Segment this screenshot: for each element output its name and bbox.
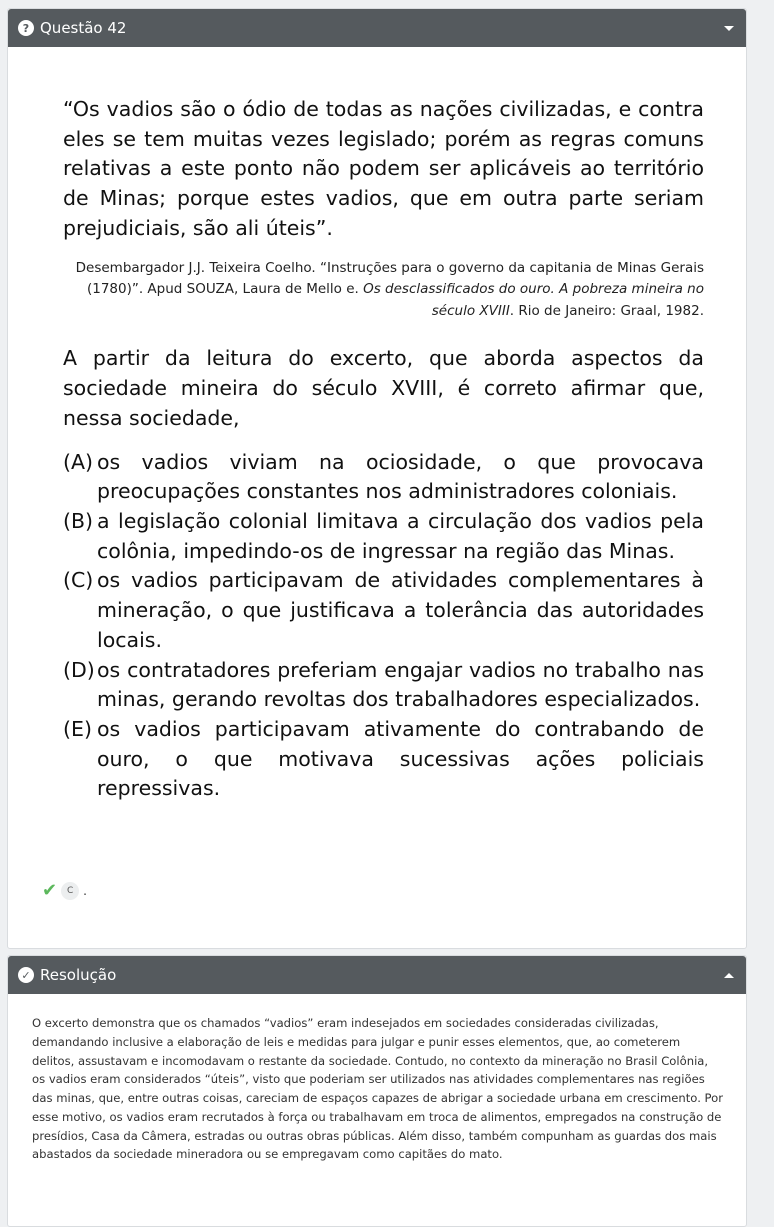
source-book-title: Os desclassificados do ouro. A pobreza mineira no século XVIII xyxy=(363,281,704,319)
option-letter: (E) xyxy=(63,717,92,741)
option-c xyxy=(63,566,704,655)
option-a xyxy=(63,448,704,507)
check-circle-icon: ✓ xyxy=(18,967,34,983)
option-text: os vadios participavam de atividades complementares à mineração, o que justificava a tolerância das autoridades locais. xyxy=(97,568,704,652)
answer-badge: C xyxy=(61,882,79,900)
options-list xyxy=(63,448,704,805)
source-prefix: Desembargador J.J. Teixeira Coelho. “Instruções para o governo da capitania de Minas Gerais (1780)”. Apud SOUZA, Laura de Mello e. xyxy=(75,259,704,298)
option-letter: (A) xyxy=(63,449,94,474)
question-title: Questão 42 xyxy=(40,19,127,37)
option-text: os contratadores preferiam engajar vadios no trabalho nas minas, gerando revoltas dos trabalhadores especializados. xyxy=(97,657,704,712)
option-b xyxy=(63,507,704,566)
option-text: a legislação colonial limitava a circulação dos vadios pela colônia, impedindo-os de ingressar na região das Minas. xyxy=(97,508,704,563)
question-header[interactable] xyxy=(8,9,746,47)
option-d xyxy=(63,656,704,715)
question-stem: A partir da leitura do excerto, que aborda aspectos da sociedade mineira do século XVIII, é correto afirmar que, nessa sociedade, xyxy=(63,346,704,430)
option-e xyxy=(63,715,704,804)
resolution-panel xyxy=(7,955,747,1227)
checkmark-icon: ✔ xyxy=(42,880,58,901)
question-panel xyxy=(7,8,747,949)
quote-text: “Os vadios são o ódio de todas as nações civilizadas, e contra eles se tem muitas vezes legislado; porém as regras comuns relativas a este ponto não podem ser aplicáveis ao território de Minas; porque estes vadios, que em outra parte seriam prejudiciais, são ali úteis”. xyxy=(63,97,704,240)
caret-up-icon[interactable] xyxy=(724,973,734,978)
option-letter: (C) xyxy=(63,568,94,593)
source-suffix: . Rio de Janeiro: Graal, 1982. xyxy=(509,302,704,319)
answer-suffix: . xyxy=(83,883,87,898)
question-content xyxy=(8,47,746,804)
caret-down-icon[interactable] xyxy=(724,26,734,31)
resolution-text: O excerto demonstra que os chamados “vadios” eram indesejados em sociedades consideradas civilizadas, demandando inclusive a elaboração de leis e medidas para julgar e punir esses elementos, que, ao cometerem delitos, assustavam e incomodavam o restante da sociedade. Contudo, no contexto da mineração no Brasil Colônia, os vadios eram considerados “úteis”, visto que poderiam ser utilizados nas atividades complementares nas regiões das minas, que, entre outras coisas, careciam de espaços capazes de abrigar a sociedade urbana em crescimento. Por esse motivo, os vadios eram recrutados à força ou trabalhavam em troca de alimentos, empregados na construção de presídios, Casa da Câmera, estradas ou outras obras públicas. Além disso, também compunham as guardas dos mais abastados da sociedade mineradora ou se empregavam como capitães do mato. xyxy=(32,1016,723,1162)
question-circle-icon: ? xyxy=(18,20,34,36)
option-letter: (D) xyxy=(63,657,95,682)
answer-indicator xyxy=(42,880,87,901)
resolution-header[interactable] xyxy=(8,956,746,994)
quote-source xyxy=(63,258,704,323)
option-text: os vadios participavam ativamente do contrabando de ouro, o que motivava sucessivas ações policiais repressivas. xyxy=(97,717,704,801)
option-letter: (B) xyxy=(63,508,94,533)
option-text: os vadios viviam na ociosidade, o que provocava preocupações constantes nos administradores coloniais. xyxy=(97,449,704,504)
resolution-title: Resolução xyxy=(40,966,117,984)
